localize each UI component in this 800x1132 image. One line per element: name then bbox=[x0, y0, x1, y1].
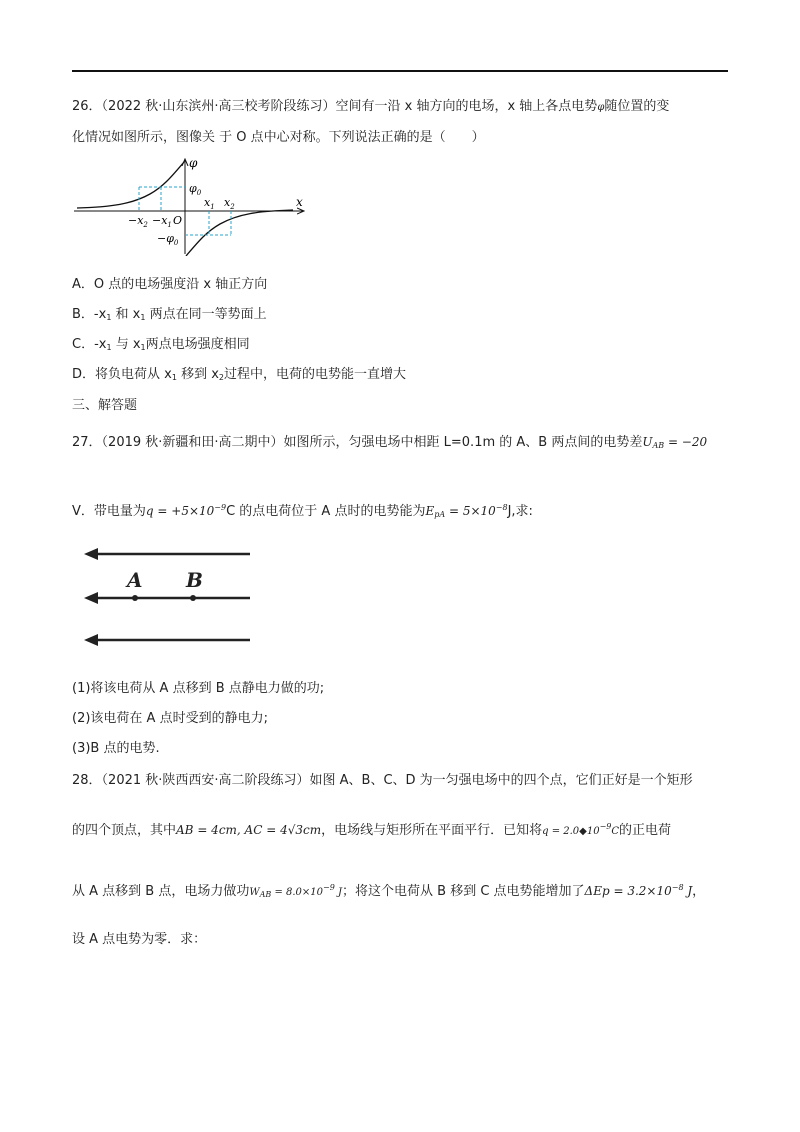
right-curve bbox=[186, 210, 293, 256]
q28-q-expr: $q = 2.0◆10^{-9}C$ bbox=[542, 822, 620, 837]
q26-line2: 化情况如图所示，图像关 于 O 点中心对称。下列说法正确的是（ ） bbox=[72, 130, 485, 145]
neg-x2-label: $-x_2$ bbox=[128, 214, 148, 229]
q26-option-c: C．$-x_1$ 与 $x_1$两点电场强度相同 bbox=[72, 337, 250, 352]
potential-graph bbox=[72, 156, 312, 256]
q27-line2: V．带电量为$q = +5\times 10^{-9}C$ 的点电荷位于 A 点时的电势能为$E_{pA} = 5\times 10^{-8}J$,求: bbox=[72, 503, 533, 519]
q26-option-a: A．O 点的电场强度沿 x 轴正方向 bbox=[72, 277, 268, 292]
header-rule bbox=[72, 70, 728, 72]
q26-phi-symbol: φ bbox=[597, 102, 605, 113]
point-a bbox=[132, 595, 138, 601]
q28-dep-expr: $\Delta Ep = 3.2\times 10^{-8}$ J bbox=[584, 883, 693, 898]
q28-ab-ac-expr: AB = 4cm, AC = 4√3cm bbox=[176, 823, 322, 837]
phi-label: φ bbox=[189, 156, 198, 170]
q27-line1: 27．（2019 秋·新疆和田·高二期中）如图所示，匀强电场中相距 L=0.1m 的 A、B 两点间的电势差$U_{AB} = -20$ bbox=[72, 435, 708, 450]
origin-label: O bbox=[173, 214, 183, 227]
neg-phi0-label: $-\varphi_0$ bbox=[157, 232, 179, 247]
left-curve bbox=[77, 162, 184, 208]
label-a: A bbox=[127, 568, 143, 592]
q26-line1-text-b: 随位置的变 bbox=[604, 99, 670, 114]
q27-sub1: (1)将该电荷从 A 点移到 B 点静电力做的功; bbox=[72, 681, 325, 696]
x2-label: $x_2$ bbox=[224, 196, 235, 211]
x1-label: $x_1$ bbox=[204, 196, 215, 211]
q27-sub3: (3)B 点的电势. bbox=[72, 741, 160, 756]
section-heading: 三、解答题 bbox=[72, 398, 138, 413]
q26-line1 bbox=[72, 97, 669, 118]
q26-option-b: B．$-x_1$ 和 $x_1$ 两点在同一等势面上 bbox=[72, 307, 267, 322]
q26-line1-text-a: 26．（2022 秋·山东滨州·高三校考阶段练习）空间有一沿 x 轴方向的电场，x 轴上各点电势 bbox=[72, 99, 598, 114]
phi0-label: $\varphi_0$ bbox=[189, 182, 202, 197]
label-b: B bbox=[186, 568, 203, 592]
q27-q-expr: $q = +5\times 10^{-9}$ bbox=[145, 503, 227, 518]
q28-line3: 从 A 点移到 B 点，电场力做功$W_{AB} = 8.0\times 10^{-9}$ J；将这个电荷从 B 移到 C 点电势能增加了$\Delta Ep = 3.2\times 10^{-8}$ J， bbox=[72, 883, 706, 899]
field-lines-figure bbox=[80, 542, 260, 647]
q27-e-expr: $E_{pA} = 5\times 10^{-8}$ bbox=[425, 503, 508, 519]
q28-line4: 设 A 点电势为零．求： bbox=[72, 932, 207, 947]
q27-u-expr: $U_{AB} = -20$ bbox=[642, 435, 708, 450]
q28-line1: 28．（2021 秋·陕西西安·高二阶段练习）如图 A、B、C、D 为一匀强电场中的四个点，它们正好是一个矩形 bbox=[72, 773, 693, 788]
x-label: x bbox=[296, 195, 303, 209]
q26-option-d: D．将负电荷从 $x_1$ 移到 $x_2$过程中，电荷的电势能一直增大 bbox=[72, 367, 407, 382]
q28-line2: 的四个顶点，其中AB = 4cm, AC = 4√3cm，电场线与矩形所在平面平行．已知将$q = 2.0◆10^{-9}C$的正电荷 bbox=[72, 822, 672, 838]
q28-w-expr: $W_{AB} = 8.0\times 10^{-9}$ J bbox=[249, 883, 343, 899]
neg-x1-label: $-x_1$ bbox=[152, 214, 172, 229]
q27-sub2: (2)该电荷在 A 点时受到的静电力; bbox=[72, 711, 268, 726]
point-b bbox=[190, 595, 196, 601]
